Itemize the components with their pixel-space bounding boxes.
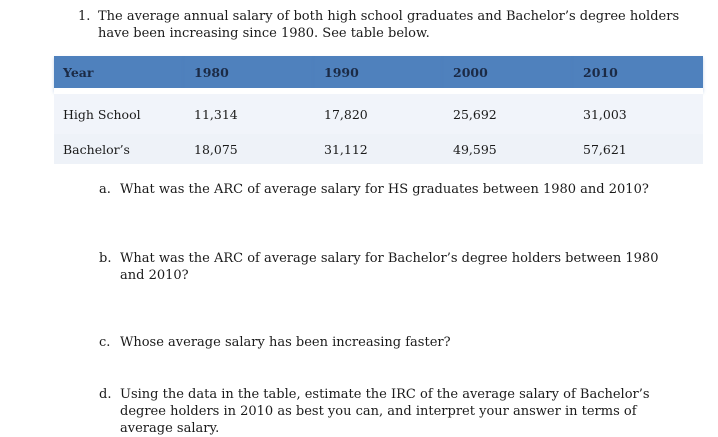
subquestion-d xyxy=(99,386,669,437)
table-row xyxy=(54,134,703,164)
table-cell: 18,075 xyxy=(185,134,315,164)
table-cell: 11,314 xyxy=(185,91,315,134)
header-2010: 2010 xyxy=(574,56,703,91)
subquestion-label: d. xyxy=(99,387,112,402)
table-row xyxy=(54,91,703,134)
question-1 xyxy=(78,8,698,42)
header-year: Year xyxy=(54,56,185,91)
header-1980: 1980 xyxy=(185,56,315,91)
table-cell: 25,692 xyxy=(444,91,574,134)
subquestion-text: What was the ARC of average salary for Bachelor’s degree holders between 1980 and 2010? xyxy=(120,251,659,283)
table-cell: 31,112 xyxy=(315,134,444,164)
salary-table xyxy=(54,56,703,164)
subquestion-text: Whose average salary has been increasing faster? xyxy=(120,335,451,350)
subquestion-text: Using the data in the table, estimate the IRC of the average salary of Bachelor’s degree holders in 2010 as best you can, and interpret your answer in terms of average salary. xyxy=(120,387,650,436)
subquestion-a xyxy=(99,181,669,198)
header-1990: 1990 xyxy=(315,56,444,91)
subquestion-label: b. xyxy=(99,251,112,266)
question-text: The average annual salary of both high school graduates and Bachelor’s degree holders have been increasing since 1980. See table below. xyxy=(98,9,680,41)
header-2000: 2000 xyxy=(444,56,574,91)
subquestion-label: c. xyxy=(99,335,111,350)
subquestion-label: a. xyxy=(99,182,111,197)
table-cell: 31,003 xyxy=(574,91,703,134)
table-cell: 57,621 xyxy=(574,134,703,164)
row-label-bachelors: Bachelor’s xyxy=(54,134,185,164)
row-label-high-school: High School xyxy=(54,91,185,134)
subquestion-text: What was the ARC of average salary for HS graduates between 1980 and 2010? xyxy=(120,182,649,197)
question-number: 1. xyxy=(78,9,91,24)
table-cell: 17,820 xyxy=(315,91,444,134)
subquestion-c xyxy=(99,334,669,351)
table-cell: 49,595 xyxy=(444,134,574,164)
table-header-row xyxy=(54,56,703,91)
subquestion-b xyxy=(99,250,669,284)
